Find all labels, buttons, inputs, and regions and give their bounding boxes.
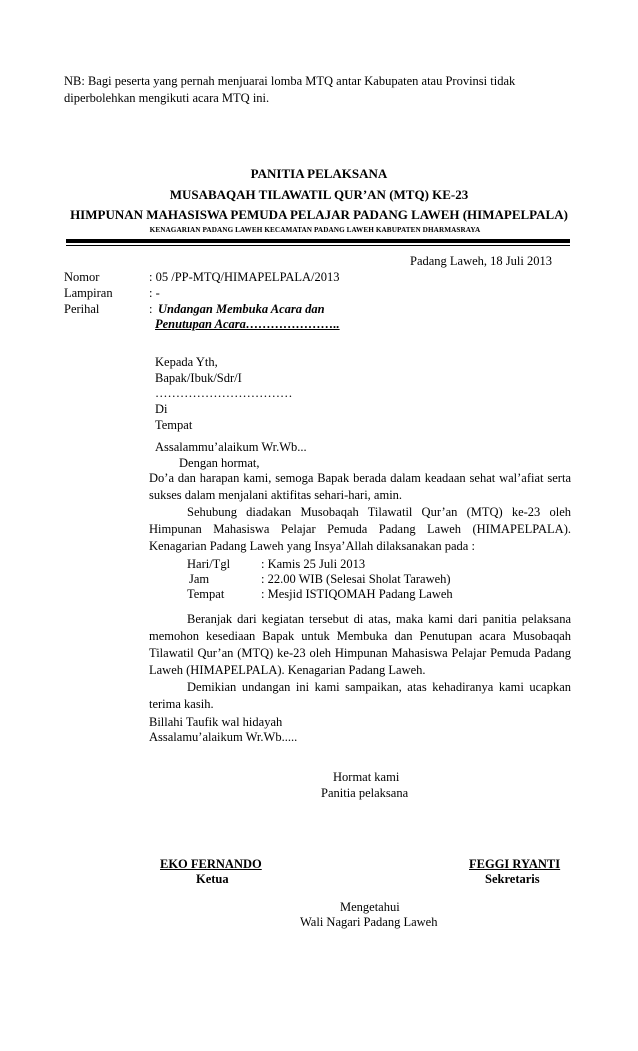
salutation: Assalammu’alaikum Wr.Wb... <box>155 440 307 454</box>
letter-date: Padang Laweh, 18 Juli 2013 <box>410 254 552 268</box>
jam-label: Jam <box>189 572 210 586</box>
hari-label: Hari/Tgl <box>187 557 231 571</box>
signer-1-name: EKO FERNANDO <box>160 857 262 871</box>
paragraph-2 <box>149 504 571 555</box>
hari-value: : Kamis 25 Juli 2013 <box>261 557 366 571</box>
lampiran-value: : - <box>149 286 160 300</box>
perihal-colon: : <box>149 302 153 316</box>
tempat-value: : Mesjid ISTIQOMAH Padang Laweh <box>261 587 453 601</box>
mengetahui: Mengetahui <box>340 900 400 914</box>
p2-line-c: Kenagarian Padang Laweh yang Insya’Allah dilaksanakan pada : <box>149 539 475 553</box>
recipient-line-2: Bapak/Ibuk/Sdr/I <box>155 371 242 385</box>
letterhead-rule-thick <box>66 239 570 243</box>
recipient-line-1: Kepada Yth, <box>155 355 218 369</box>
nomor-value: : 05 /PP-MTQ/HIMAPELPALA/2013 <box>149 270 340 284</box>
paragraph-3 <box>149 611 571 679</box>
perihal-value-2: Penutupan Acara………………….. <box>155 317 340 331</box>
perihal-label: Perihal <box>64 302 100 316</box>
p3-line-b: memohon kesediaan Bapak untuk Membuka dan Penutupan acara Musobaqah <box>149 629 571 643</box>
tempat-label: Tempat <box>187 587 225 601</box>
letterhead-line-2: MUSABAQAH TILAWATIL QUR’AN (MTQ) KE-23 <box>169 187 469 202</box>
wali-nagari: Wali Nagari Padang Laweh <box>300 915 438 929</box>
recipient-line-3: …………………………… <box>155 386 293 400</box>
perihal-value-1: Undangan Membuka Acara dan <box>158 302 325 316</box>
sign-panitia: Panitia pelaksana <box>321 786 409 800</box>
p2-line-b: Himpunan Mahasiswa Pelajar Pemuda Padang Laweh (HIMAPELPALA). <box>149 522 571 536</box>
nomor-label: Nomor <box>64 270 100 284</box>
lampiran-label: Lampiran <box>64 286 113 300</box>
paragraph-1 <box>149 470 571 504</box>
p4-line-a: Demikian undangan ini kami sampaikan, atas kehadiranya kami ucapkan <box>187 680 571 694</box>
p3-line-d: Laweh (HIMAPELPALA). Kenagarian Padang Laweh. <box>149 663 426 677</box>
jam-value: : 22.00 WIB (Selesai Sholat Taraweh) <box>261 572 451 586</box>
sign-hormat: Hormat kami <box>333 770 400 784</box>
letterhead-line-3: HIMPUNAN MAHASISWA PEMUDA PELAJAR PADANG LAWEH (HIMAPELPALA) <box>70 207 568 222</box>
p2-line-a: Sehubung diadakan Musobaqah Tilawatil Qur’an (MTQ) ke-23 oleh <box>187 505 571 519</box>
recipient-line-4: Di <box>155 402 168 416</box>
closing-line-1: Billahi Taufik wal hidayah <box>149 715 283 729</box>
greeting: Dengan hormat, <box>179 456 260 470</box>
closing-line-2: Assalamu’alaikum Wr.Wb..... <box>149 730 298 744</box>
p3-line-c: Tilawatil Qur’an (MTQ) ke-23 oleh Himpunan Mahasiswa Pelajar Pemuda Padang <box>149 646 571 660</box>
letterhead-address: KENAGARIAN PADANG LAWEH KECAMATAN PADANG LAWEH KABUPATEN DHARMASRAYA <box>149 226 481 234</box>
p3-line-a: Beranjak dari kegiatan tersebut di atas, maka kami dari panitia pelaksana <box>187 612 571 626</box>
signer-1-role: Ketua <box>196 872 229 886</box>
p1-line-a: Do’a dan harapan kami, semoga Bapak berada dalam keadaan sehat wal’afiat serta <box>149 471 571 485</box>
nb-note: NB: Bagi peserta yang pernah menjuarai lomba MTQ antar Kabupaten atau Provinsi tidak diperbolehkan mengikuti acara MTQ ini. <box>64 74 516 105</box>
paragraph-4 <box>149 679 571 713</box>
letterhead-rule-thin <box>66 245 570 246</box>
recipient-line-5: Tempat <box>155 418 193 432</box>
signer-2-name: FEGGI RYANTI <box>469 857 561 871</box>
letterhead-line-1: PANITIA PELAKSANA <box>250 166 388 181</box>
p4-line-b: terima kasih. <box>149 697 214 711</box>
signer-2-role: Sekretaris <box>485 872 540 886</box>
p1-line-b: sukses dalam menjalani aktifitas sehari-hari, amin. <box>149 488 403 502</box>
